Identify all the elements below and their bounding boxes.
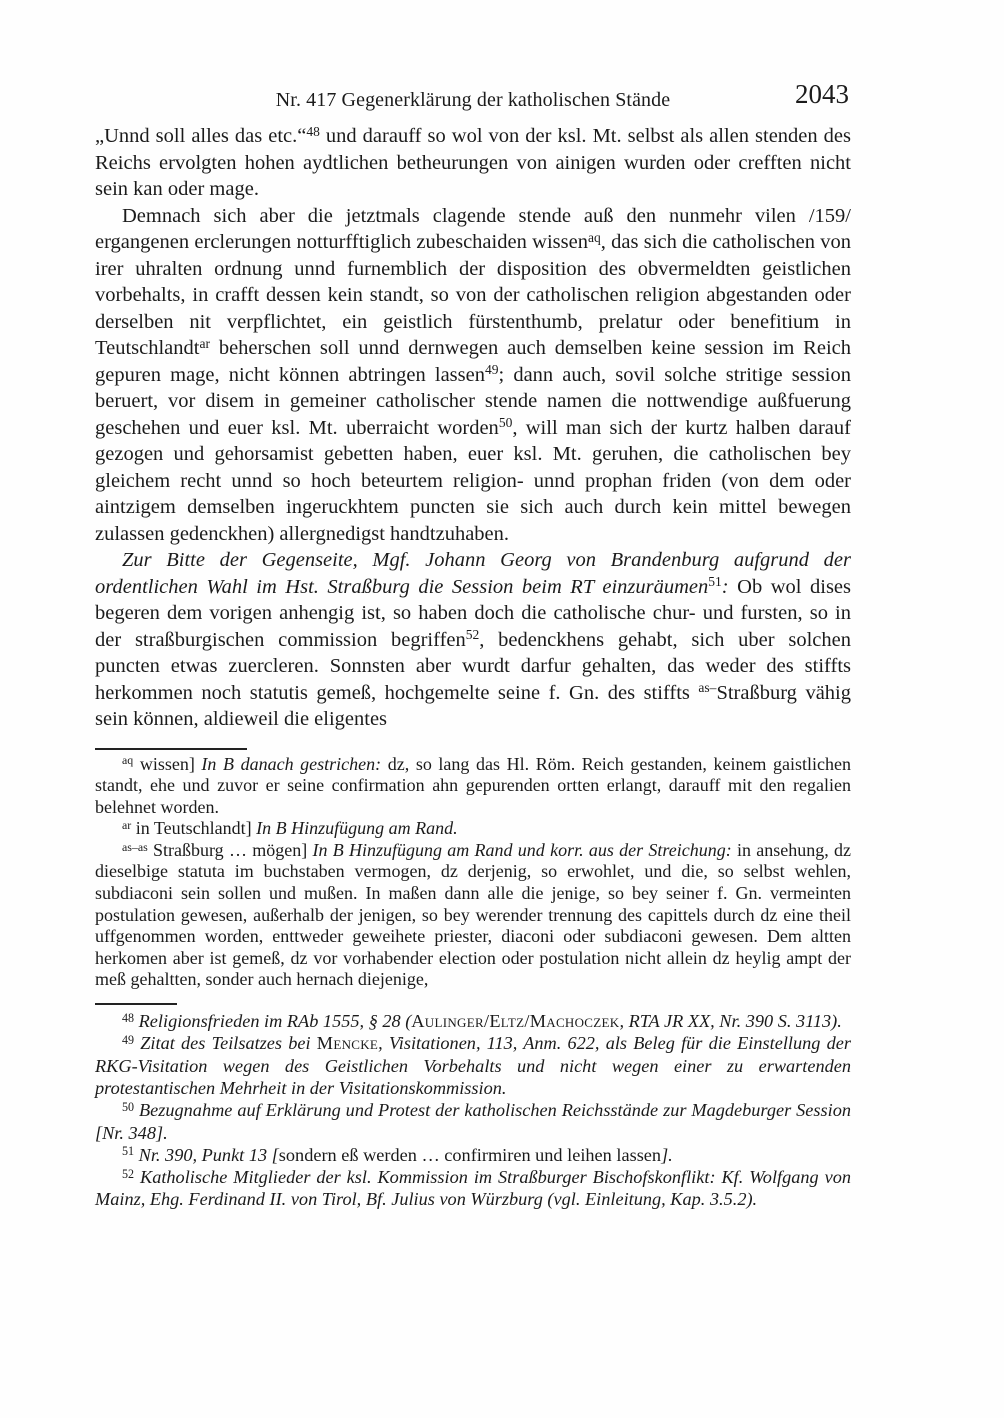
body-paragraph-demnach: Demnach sich aber die jetztmals clagende stende auß den nunmehr vilen /159/ ergangenen erclerungen notturfftiglich zubeschaiden wissen$^{aq}$, das sich die catholischen von irer uhralten ordnung unnd furnemblich der disposition des obvermeldten geistlichen vorbehalts, in crafft dessen kein standt, so von der catholischen religion abgestanden oder derselben nit verpflichtet, ein geistlich fürstenthumb, prelatur oder benefitium in Teutschlandt$^{ar}$ beherschen soll unnd dernwegen auch demselben keine session im Reich gepuren mage, nicht können abtringen lassen$^{49}$; dann auch, sovil solche stritige session beruert, vor disem in gemeiner catholischer stende namen die nottwendige außfuerung geschehen und euer ksl. Mt. uberraicht worden$^{50}$, will man sich der kurtz halben darauf gezogen und gehorsamist gebetten haben, euer ksl. Mt. geruhen, die catholischen bey gleichem recht unnd so hoch beteurtem religion- unnd prophan friden (von dem oder aintzigem demselben ingeruckhtem puncten sie sich auch durch kein mittel bewegen zulassen gedenckhen) allergnedigst handtzuhaben.: [95, 204, 852, 545]
footnote-51: $^{51}$ Nr. 390, Punkt 13 [sondern eß werden … confirmiren und leihen lassen].: [122, 1144, 673, 1165]
running-head: [95, 79, 851, 114]
footnote-48: $^{48}$ Religionsfrieden im RAb 1555, § 28 (Aulinger/Eltz/Machoczek, RTA JR XX, Nr. 390 S. 3113).: [122, 1010, 842, 1032]
apparatus-note-as-as: $^{as-as}$ Straßburg … mögen] In B Hinzufügung am Rand und korr. aus der Streichung: in ansehung, dz dieselbige statuta im buchstaben vermogen, dz derjenig, so erwohlet, und die, so selbst wehlen, subdiaconi sein sollen und mußen. In maßen dann alle die jenige, so bey seiner f. Gn. vermeinten postulation gewesen, außerhalb der jenigen, so bey werender trennung des capittels durch dz eine theil uffgenommen worden, enttweder geweihete priester, diaconi oder subdiaconi gewesen. Dem altten herkomen aber ist gemeß, dz vor vorhabender election oder postulation nicht allein dz heylig ampt der meß gehaltten, sonder auch hernach diejenige,: [95, 839, 851, 990]
text-block: [95, 79, 852, 1211]
body-paragraph-zur-bitte: Zur Bitte der Gegenseite, Mgf. Johann Georg von Brandenburg aufgrund der ordentlichen Wahl im Hst. Straßburg die Session beim RT einzuräumen$^{51}$: Ob wol dises begeren dem vorigen anhengig ist, so haben doch die catholische chur- und fursten, so in der straßburgischen commission begriffen$^{52}$, bedenckhens gehabt, sich uber solchen puncten etwas zuercleren. Sonnsten aber wurdt darfur gehalten, das weder des stiffts herkommen noch statutis gemeß, hochgemelte seine f. Gn. des stiffts $^{as-}$Straßburg vähig sein können, aldieweil die eligentes: [95, 549, 851, 730]
footnotes-section: [95, 1010, 851, 1211]
footnotes-divider: [95, 1003, 177, 1005]
footnote-52: $^{52}$ Katholische Mitglieder der ksl. Kommission im Straßburger Bischofskonflikt: Kf. Wolfgang von Mainz, Ehg. Ferdinand II. von Tirol, Bf. Julius von Würzburg (vgl. Einleitung, Kap. 3.5.2).: [95, 1166, 851, 1210]
apparatus-section: [95, 754, 851, 992]
apparatus-note-ar: $^{ar}$ in Teutschlandt] In B Hinzufügung am Rand.: [122, 817, 458, 839]
apparatus-divider: [95, 748, 247, 750]
footnote-50: $^{50}$ Bezugnahme auf Erklärung und Protest der katholischen Reichsstände zur Magdeburger Session [Nr. 348].: [95, 1099, 851, 1143]
main-text: [95, 123, 851, 733]
running-title: Nr. 417 Gegenerklärung der katholischen Stände: [275, 89, 671, 111]
page-number: 2043: [795, 79, 849, 109]
body-paragraph-quote: „Unnd soll alles das etc.“$^{48}$ und darauff so wol von der ksl. Mt. selbst als allen stenden des Reichs ervolgten hohen aydtlichen betheurungen von ainigen wurden oder crefften nicht sein kan oder mage.: [95, 123, 851, 200]
apparatus-note-aq: $^{aq}$ wissen] In B danach gestrichen: dz, so lang das Hl. Röm. Reich gestanden, keinem gaistlichen standt, ehe und zuvor er seine confirmation ahn gepurenden ortten erlangt, darauff mit den regalien belehnet worden.: [95, 753, 852, 817]
footnote-49: $^{49}$ Zitat des Teilsatzes bei Mencke, Visitationen, 113, Anm. 622, als Beleg für die Einstellung der RKG-Visitation wegen des Geistlichen Vorbehalts und nicht wegen einer zu erwartenden protestantischen Mehrheit in der Visitationskommission.: [95, 1032, 851, 1098]
